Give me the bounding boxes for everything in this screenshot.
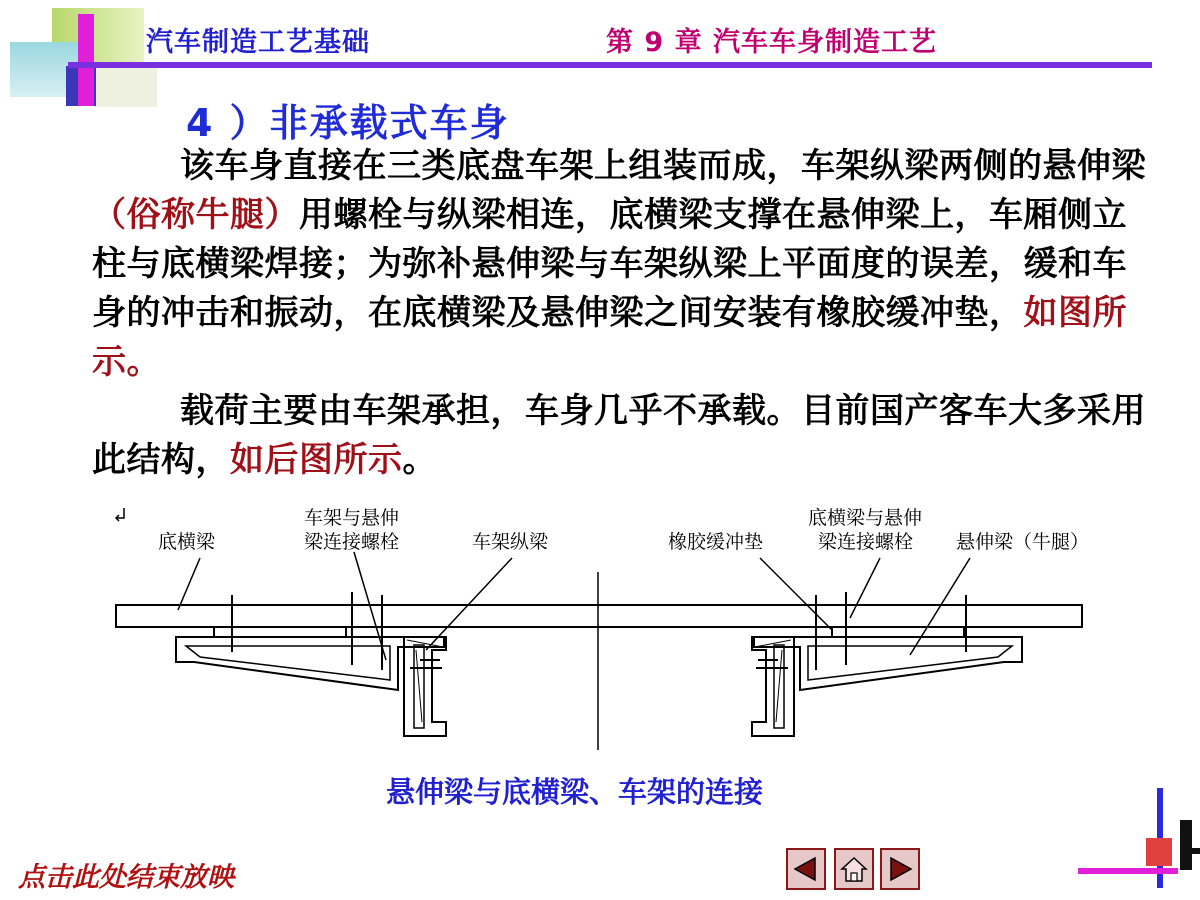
- header-decoration-light: [95, 62, 157, 107]
- label-beam-bolt-line2: 梁连接螺栓: [818, 531, 914, 553]
- label-frame-bolt-line1: 车架与悬伸: [304, 507, 400, 529]
- right-rubber-pad: [832, 627, 964, 637]
- corner-decoration-black: [1180, 820, 1192, 870]
- frame-connection-diagram: [110, 500, 1090, 760]
- header-decoration-magenta: [78, 14, 94, 106]
- label-rubber-pad: 橡胶缓冲垫: [668, 531, 764, 553]
- paragraph-2-end: 。: [402, 440, 437, 480]
- home-icon: [839, 854, 869, 884]
- left-frame-rail: [404, 637, 446, 736]
- right-frame-rail: [752, 637, 794, 736]
- bottom-cross-beam: [116, 605, 1082, 627]
- corner-decoration-black-bar: [1184, 848, 1200, 854]
- corner-decoration-magenta: [1078, 868, 1178, 874]
- next-slide-button[interactable]: [880, 848, 920, 890]
- diagram-caption: 悬伸梁与底横梁、车架的连接: [386, 775, 764, 809]
- label-frame-bolt-line2: 梁连接螺栓: [304, 531, 400, 553]
- paragraph-1: [92, 142, 1152, 387]
- label-cantilever: 悬伸梁（牛腿）: [956, 531, 1090, 553]
- left-rubber-pad: [214, 627, 346, 637]
- header-divider: [68, 62, 1152, 68]
- chapter-title: 第 9 章 汽车车身制造工艺: [606, 27, 937, 58]
- label-bottom-beam: 底横梁: [158, 531, 216, 553]
- triangle-right-icon: [885, 854, 915, 884]
- previous-slide-button[interactable]: [786, 848, 826, 890]
- paragraph-1-highlight-2: 如图所示。: [92, 293, 1127, 382]
- paragraph-1-highlight-1: （俗称牛腿）: [92, 195, 299, 235]
- triangle-left-icon: [791, 854, 821, 884]
- label-frame-rail: 车架纵梁: [472, 531, 549, 553]
- paragraph-2: [92, 387, 1152, 485]
- course-title: 汽车制造工艺基础: [146, 27, 370, 58]
- body-text: [92, 142, 1152, 485]
- paragraph-1-part-1: 该车身直接在三类底盘车架上组装而成，车架纵梁两侧的悬伸梁: [180, 146, 1146, 186]
- paragraph-1-part-2: 用螺栓与纵梁相连，底横梁支撑在悬伸梁上，车厢侧立柱与底横梁焊接；为弥补悬伸梁与车架纵梁上平面度的误差，缓和车身的冲击和振动，在底横梁及悬伸梁之间安装有橡胶缓冲垫，: [92, 195, 1127, 333]
- corner-decoration-red: [1146, 838, 1172, 866]
- end-show-link[interactable]: 点击此处结束放映: [18, 862, 234, 893]
- home-slide-button[interactable]: [834, 848, 874, 890]
- label-beam-bolt-line1: 底横梁与悬伸: [808, 507, 923, 529]
- paragraph-2-part-1: 载荷主要由车架承担，车身几乎不承载。目前国产客车大多采用此结构，: [92, 391, 1146, 480]
- return-mark-icon: [116, 508, 124, 521]
- paragraph-2-highlight: 如后图所示: [230, 440, 403, 480]
- section-title: 4 ）非承载式车身: [186, 101, 510, 145]
